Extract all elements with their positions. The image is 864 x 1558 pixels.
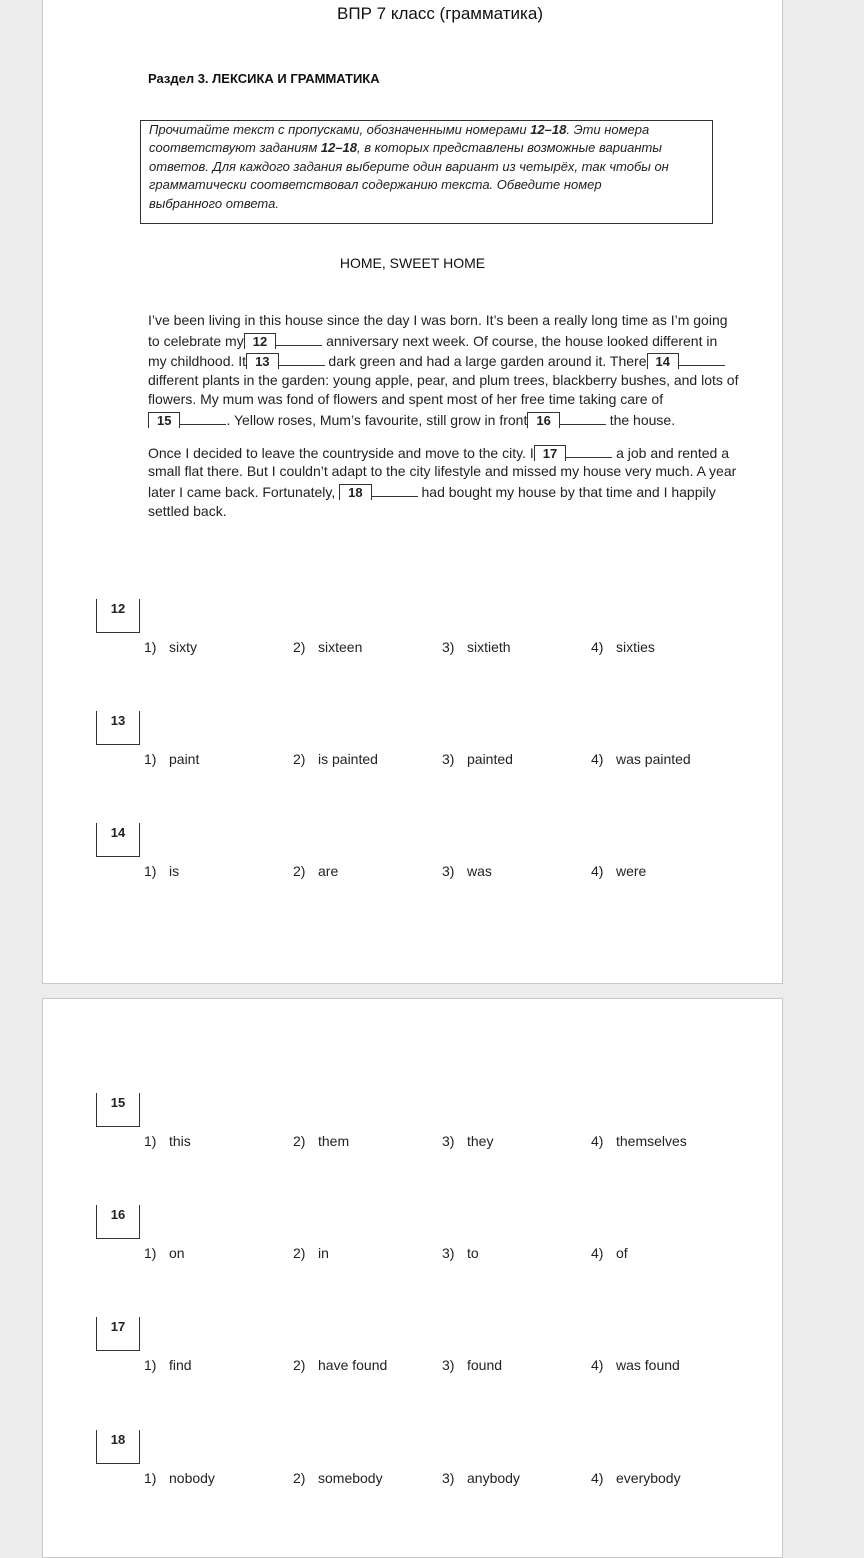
- instruction-line: выбранного ответа.: [149, 195, 279, 211]
- option[interactable]: 1) this: [144, 1133, 191, 1149]
- section-title: Раздел 3. ЛЕКСИКА И ГРАММАТИКА: [148, 71, 380, 86]
- option[interactable]: 2) are: [293, 863, 339, 879]
- option[interactable]: 1) nobody: [144, 1470, 215, 1486]
- option[interactable]: 1) find: [144, 1357, 192, 1373]
- text-line: to celebrate my 12 anniversary next week. Of course, the house looked different in: [148, 333, 718, 349]
- option[interactable]: 3) they: [442, 1133, 494, 1149]
- instruction-line: грамматически соответствовал содержанию текста. Обведите номер: [149, 177, 602, 193]
- gap-14: 14: [647, 353, 679, 369]
- option[interactable]: 2) have found: [293, 1357, 388, 1373]
- text-line: I’ve been living in this house since the day I was born. It’s been a really long time as I’m going: [148, 312, 728, 328]
- gap-12: 12: [244, 333, 276, 349]
- text-line: flowers. My mum was fond of flowers and spent most of her free time taking care of: [148, 391, 664, 407]
- instructions-box: [140, 120, 713, 224]
- page-2: [42, 998, 783, 1558]
- text-line: later I came back. Fortunately, 18 had bought my house by that time and I happily: [148, 484, 716, 500]
- instruction-line: Прочитайте текст с пропусками, обозначенными номерами 12–18. Эти номера: [149, 122, 650, 137]
- option[interactable]: 2) is painted: [293, 751, 378, 767]
- task-number: 14: [96, 823, 140, 857]
- option[interactable]: 3) was: [442, 863, 492, 879]
- option[interactable]: 3) to: [442, 1245, 479, 1261]
- task-number: 15: [96, 1093, 140, 1127]
- option[interactable]: 3) found: [442, 1357, 503, 1373]
- option[interactable]: 2) them: [293, 1133, 350, 1149]
- text-line: settled back.: [148, 503, 227, 519]
- task-12: [43, 599, 782, 669]
- gap-15: 15: [148, 412, 180, 428]
- option[interactable]: 4) themselves: [591, 1133, 687, 1149]
- task-number: 16: [96, 1205, 140, 1239]
- text-title: HOME, SWEET HOME: [339, 255, 486, 271]
- text-line: 15 . Yellow roses, Mum’s favourite, still grow in front 16 the house.: [148, 411, 675, 428]
- gap-18: 18: [339, 484, 371, 500]
- option[interactable]: 3) anybody: [442, 1470, 520, 1486]
- option[interactable]: 3) painted: [442, 751, 513, 767]
- option[interactable]: 4) was painted: [591, 751, 691, 767]
- blank-line: [276, 332, 322, 346]
- text-line: small flat there. But I couldn’t adapt to the city lifestyle and missed my house very much. A year: [148, 463, 737, 479]
- task-16: [43, 1205, 782, 1275]
- text-line: Once I decided to leave the countryside and move to the city. I 17 a job and rented a: [148, 445, 729, 461]
- instruction-line: ответов. Для каждого задания выберите один вариант из четырёх, так чтобы он: [149, 158, 669, 174]
- task-17: [43, 1317, 782, 1387]
- option[interactable]: 4) everybody: [591, 1470, 681, 1486]
- gap-17: 17: [534, 445, 566, 461]
- task-13: [43, 711, 782, 781]
- task-number: 18: [96, 1430, 140, 1464]
- blank-line: [180, 411, 226, 425]
- task-14: [43, 823, 782, 893]
- text-line: my childhood. It 13 dark green and had a large garden around it. There 14: [148, 352, 725, 369]
- task-number: 13: [96, 711, 140, 745]
- text-line: different plants in the garden: young apple, pear, and plum trees, blackberry bushes, and lots of: [148, 372, 739, 388]
- task-number: 17: [96, 1317, 140, 1351]
- option[interactable]: 4) of: [591, 1245, 628, 1261]
- option[interactable]: 1) paint: [144, 751, 200, 767]
- gap-16: 16: [527, 412, 559, 428]
- blank-line: [679, 352, 725, 366]
- gap-13: 13: [246, 353, 278, 369]
- blank-line: [372, 483, 418, 497]
- task-number: 12: [96, 599, 140, 633]
- page-1: [42, 0, 783, 984]
- option[interactable]: 1) is: [144, 863, 180, 879]
- option[interactable]: 1) sixty: [144, 639, 197, 655]
- task-18: [43, 1430, 782, 1500]
- blank-line: [279, 352, 325, 366]
- option[interactable]: 1) on: [144, 1245, 185, 1261]
- document-title: ВПР 7 класс (грамматика): [337, 4, 543, 23]
- option[interactable]: 2) sixteen: [293, 639, 363, 655]
- option[interactable]: 4) sixties: [591, 639, 655, 655]
- option[interactable]: 4) was found: [591, 1357, 680, 1373]
- option[interactable]: 2) somebody: [293, 1470, 383, 1486]
- instruction-line: соответствуют заданиям 12–18, в которых представлены возможные варианты: [149, 140, 662, 156]
- task-15: [43, 1093, 782, 1163]
- blank-line: [560, 411, 606, 425]
- blank-line: [566, 444, 612, 458]
- option[interactable]: 2) in: [293, 1245, 329, 1261]
- option[interactable]: 3) sixtieth: [442, 639, 511, 655]
- option[interactable]: 4) were: [591, 863, 647, 879]
